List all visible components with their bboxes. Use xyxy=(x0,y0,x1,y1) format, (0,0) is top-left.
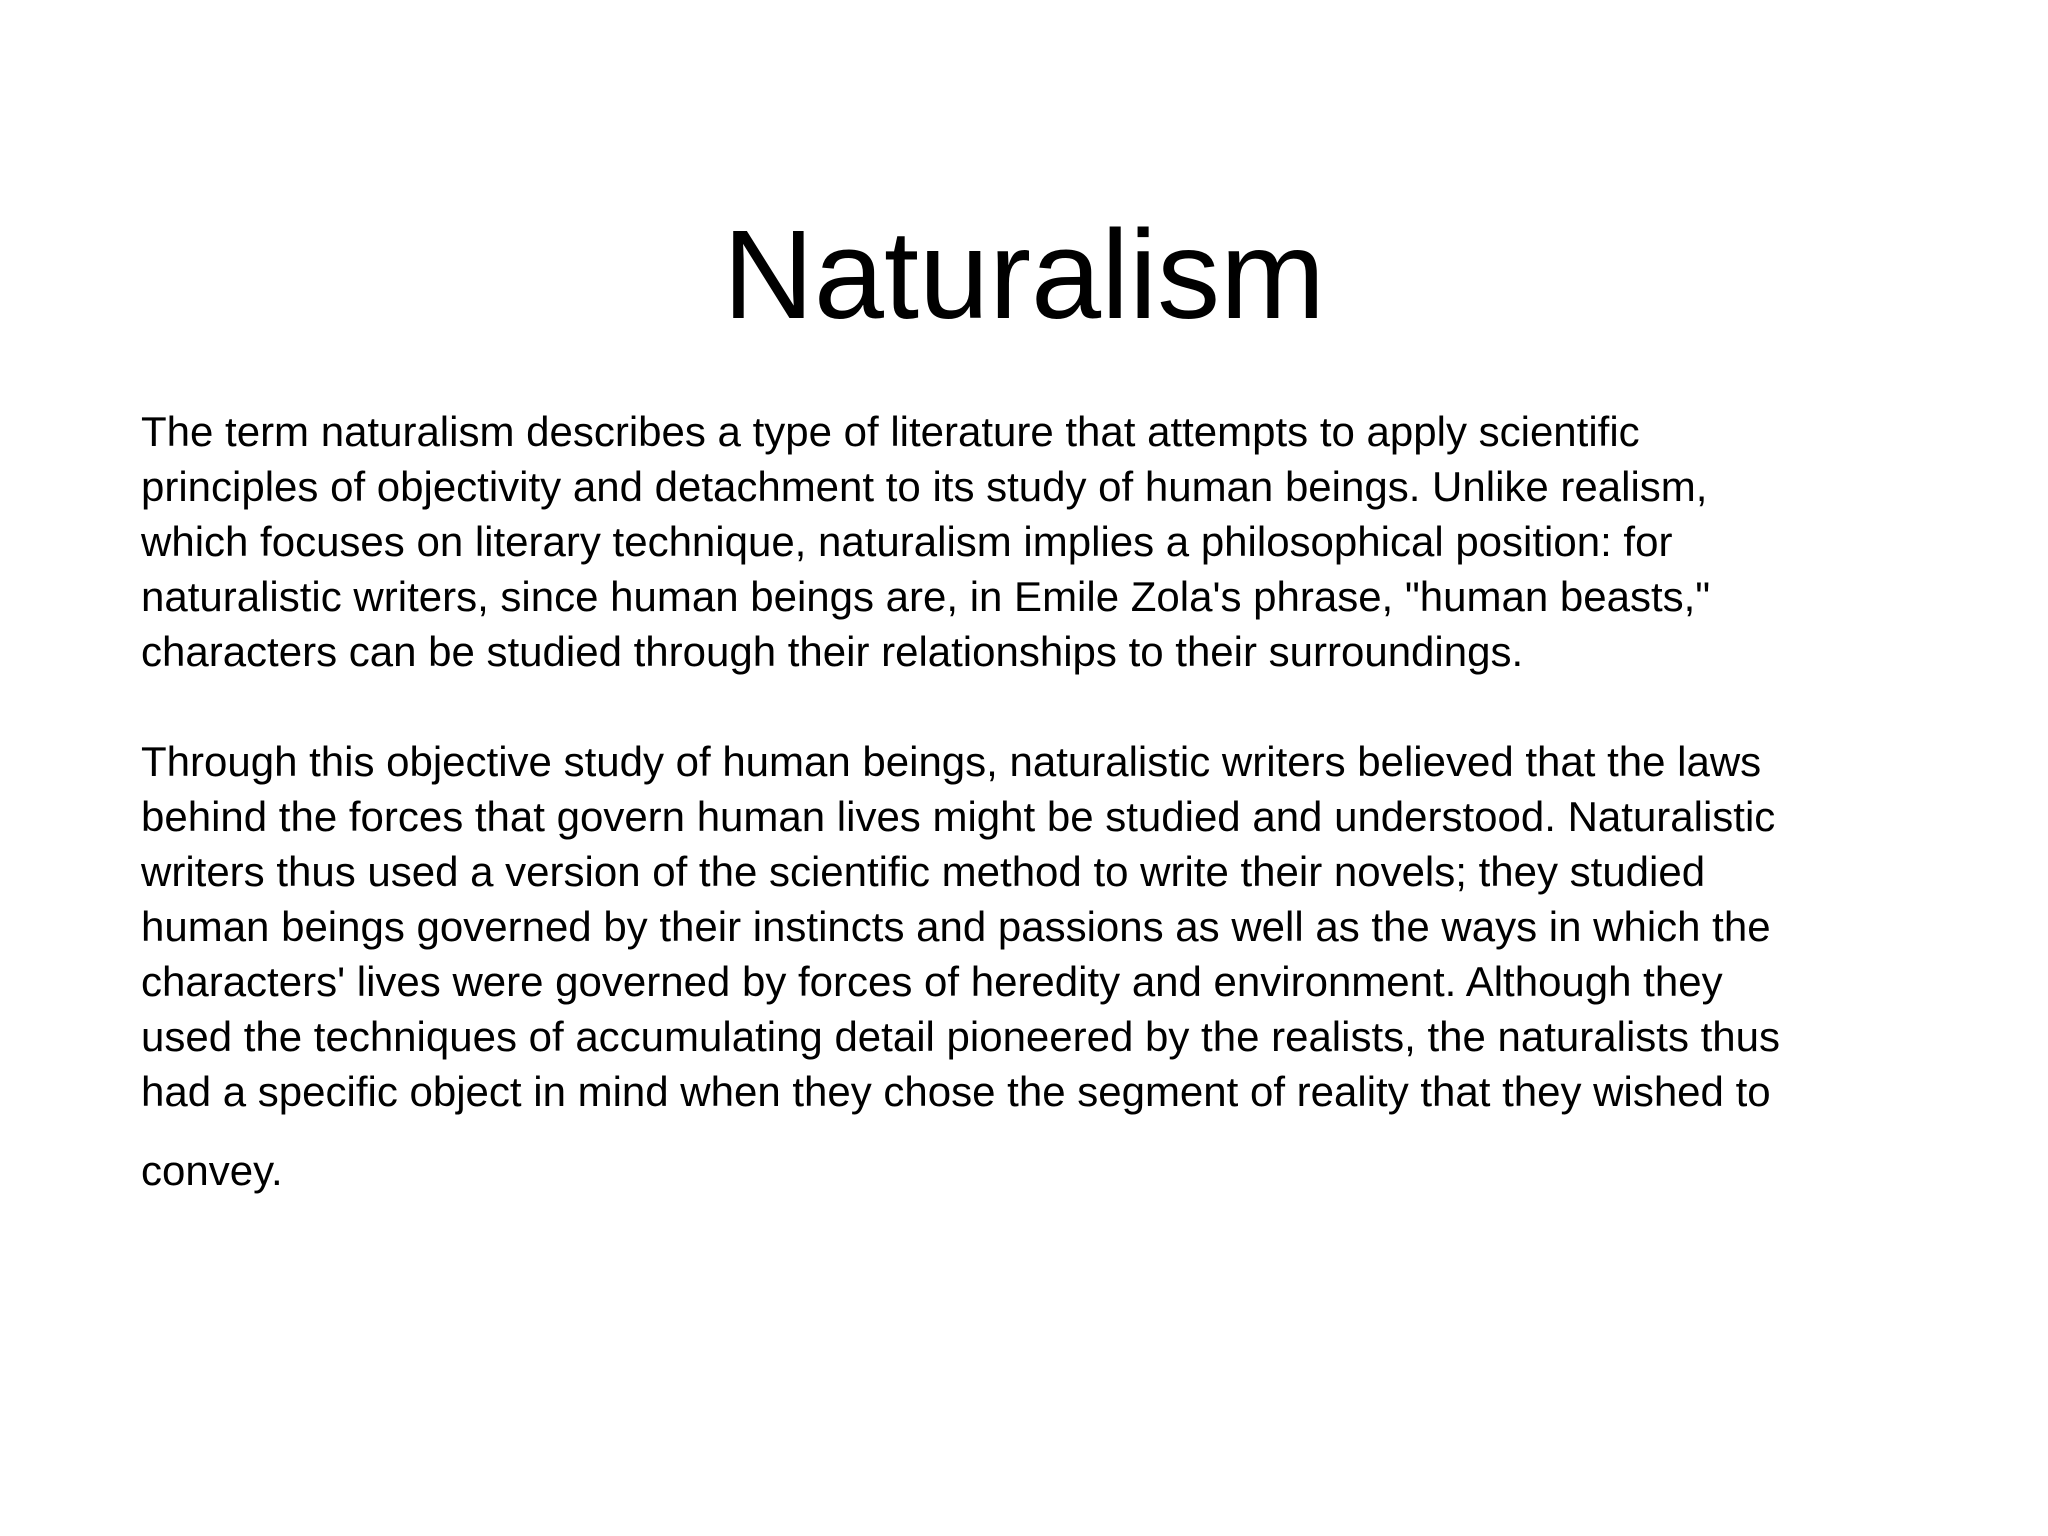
slide-body xyxy=(141,404,1941,1198)
text-line: Through this objective study of human beings, naturalistic writers believed that the laws xyxy=(141,738,1762,785)
text-line: behind the forces that govern human lives might be studied and understood. Naturalistic xyxy=(141,793,1776,840)
text-line: which focuses on literary technique, naturalism implies a philosophical position: for xyxy=(141,518,1673,565)
text-line: characters' lives were governed by forces of heredity and environment. Although they xyxy=(141,958,1723,1005)
text-line: principles of objectivity and detachment to its study of human beings. Unlike realism, xyxy=(141,463,1708,510)
text-line: The term naturalism describes a type of literature that attempts to apply scientific xyxy=(141,408,1640,455)
paragraph-2 xyxy=(141,734,1941,1198)
text-line: convey. xyxy=(141,1147,283,1194)
text-line: human beings governed by their instincts and passions as well as the ways in which the xyxy=(141,903,1771,950)
paragraph-spacer xyxy=(141,679,1941,734)
paragraph-1 xyxy=(141,404,1941,679)
text-line: had a specific object in mind when they chose the segment of reality that they wished to xyxy=(141,1068,1771,1115)
text-line: characters can be studied through their relationships to their surroundings. xyxy=(141,628,1524,675)
text-line: used the techniques of accumulating detail pioneered by the realists, the naturalists thus xyxy=(141,1013,1781,1060)
text-line: writers thus used a version of the scientific method to write their novels; they studied xyxy=(141,848,1706,895)
text-line: naturalistic writers, since human beings are, in Emile Zola's phrase, "human beasts," xyxy=(141,573,1711,620)
slide-title: Naturalism xyxy=(722,204,1326,345)
